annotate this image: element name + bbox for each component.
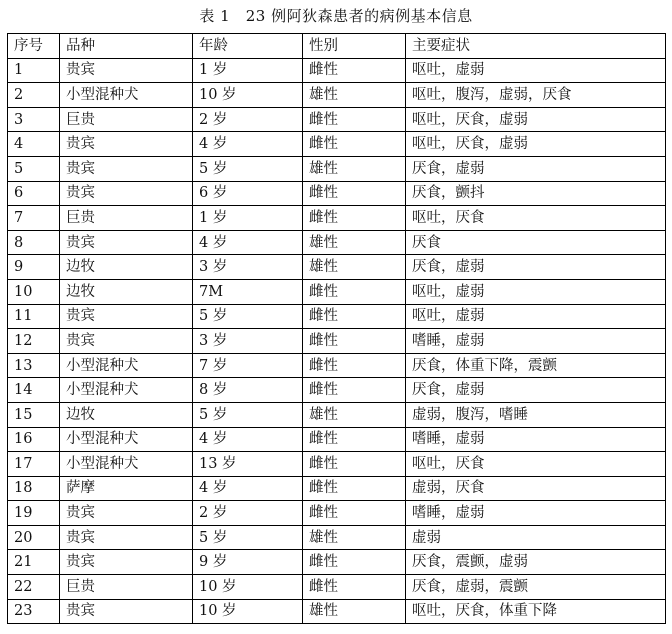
cell-number: 21: [8, 550, 60, 575]
cell-number: 14: [8, 378, 60, 403]
cell-symptoms: 厌食，虚弱，震颤: [406, 575, 666, 600]
table-row: [8, 378, 666, 403]
cell-symptoms: 呕吐，厌食，虚弱: [406, 132, 666, 157]
cell-symptoms: 呕吐，虚弱: [406, 304, 666, 329]
cell-symptoms: 厌食，体重下降，震颤: [406, 353, 666, 378]
cell-sex: 雌性: [303, 452, 406, 477]
header-cell-sex: 性别: [303, 34, 406, 59]
cell-sex: 雌性: [303, 378, 406, 403]
header-row: [8, 34, 666, 59]
cell-symptoms: 厌食，虚弱: [406, 156, 666, 181]
cell-breed: 贵宾: [60, 329, 193, 354]
cell-symptoms: 呕吐，厌食: [406, 452, 666, 477]
cell-age: 10 岁: [193, 575, 303, 600]
table-row: [8, 132, 666, 157]
cell-symptoms: 厌食，虚弱: [406, 378, 666, 403]
table-row: [8, 599, 666, 624]
cell-age: 5 岁: [193, 304, 303, 329]
cell-sex: 雄性: [303, 599, 406, 624]
table-row: [8, 452, 666, 477]
table-row: [8, 525, 666, 550]
cell-sex: 雌性: [303, 107, 406, 132]
table-row: [8, 279, 666, 304]
cell-age: 7 岁: [193, 353, 303, 378]
cell-sex: 雌性: [303, 329, 406, 354]
cell-symptoms: 厌食，虚弱: [406, 255, 666, 280]
cell-age: 4 岁: [193, 230, 303, 255]
table-body: [8, 58, 666, 624]
cell-number: 2: [8, 83, 60, 108]
cell-age: 5 岁: [193, 402, 303, 427]
cell-age: 4 岁: [193, 427, 303, 452]
cell-number: 3: [8, 107, 60, 132]
cell-number: 18: [8, 476, 60, 501]
cell-breed: 贵宾: [60, 304, 193, 329]
cell-symptoms: 虚弱: [406, 525, 666, 550]
table-row: [8, 181, 666, 206]
cell-sex: 雌性: [303, 132, 406, 157]
cell-symptoms: 呕吐，虚弱: [406, 279, 666, 304]
cell-sex: 雌性: [303, 476, 406, 501]
cell-age: 8 岁: [193, 378, 303, 403]
cell-number: 13: [8, 353, 60, 378]
table-row: [8, 353, 666, 378]
cell-sex: 雌性: [303, 550, 406, 575]
cell-number: 4: [8, 132, 60, 157]
cell-age: 13 岁: [193, 452, 303, 477]
cell-symptoms: 呕吐，虚弱: [406, 58, 666, 83]
cell-symptoms: 嗜睡，虚弱: [406, 501, 666, 526]
cell-sex: 雌性: [303, 501, 406, 526]
cell-symptoms: 厌食: [406, 230, 666, 255]
cell-age: 5 岁: [193, 525, 303, 550]
cell-breed: 贵宾: [60, 599, 193, 624]
cell-sex: 雌性: [303, 575, 406, 600]
cell-symptoms: 厌食，震颤，虚弱: [406, 550, 666, 575]
table-row: [8, 402, 666, 427]
table-row: [8, 476, 666, 501]
table-row: [8, 427, 666, 452]
cell-breed: 边牧: [60, 279, 193, 304]
cell-symptoms: 虚弱，腹泻，嗜睡: [406, 402, 666, 427]
cell-age: 9 岁: [193, 550, 303, 575]
cell-breed: 小型混种犬: [60, 83, 193, 108]
table-row: [8, 255, 666, 280]
cell-age: 7M: [193, 279, 303, 304]
cell-number: 23: [8, 599, 60, 624]
table-row: [8, 304, 666, 329]
cell-breed: 小型混种犬: [60, 427, 193, 452]
cell-sex: 雄性: [303, 83, 406, 108]
header-cell-breed: 品种: [60, 34, 193, 59]
table-row: [8, 83, 666, 108]
cell-symptoms: 嗜睡，虚弱: [406, 329, 666, 354]
cell-number: 10: [8, 279, 60, 304]
cell-symptoms: 嗜睡，虚弱: [406, 427, 666, 452]
cell-breed: 贵宾: [60, 525, 193, 550]
cell-breed: 贵宾: [60, 550, 193, 575]
cell-number: 17: [8, 452, 60, 477]
cell-number: 7: [8, 206, 60, 231]
table-row: [8, 501, 666, 526]
cell-sex: 雌性: [303, 353, 406, 378]
cell-number: 16: [8, 427, 60, 452]
cell-sex: 雌性: [303, 304, 406, 329]
cell-age: 1 岁: [193, 206, 303, 231]
cell-number: 11: [8, 304, 60, 329]
cell-sex: 雌性: [303, 206, 406, 231]
cell-age: 1 岁: [193, 58, 303, 83]
cell-age: 4 岁: [193, 476, 303, 501]
case-info-table: [7, 33, 666, 624]
cell-age: 10 岁: [193, 599, 303, 624]
cell-age: 3 岁: [193, 329, 303, 354]
cell-breed: 小型混种犬: [60, 452, 193, 477]
cell-breed: 巨贵: [60, 575, 193, 600]
cell-number: 22: [8, 575, 60, 600]
cell-number: 19: [8, 501, 60, 526]
cell-age: 10 岁: [193, 83, 303, 108]
header-cell-age: 年龄: [193, 34, 303, 59]
cell-sex: 雌性: [303, 58, 406, 83]
table-row: [8, 156, 666, 181]
cell-sex: 雄性: [303, 525, 406, 550]
cell-breed: 贵宾: [60, 230, 193, 255]
header-cell-symptoms: 主要症状: [406, 34, 666, 59]
cell-number: 1: [8, 58, 60, 83]
cell-symptoms: 呕吐，厌食，体重下降: [406, 599, 666, 624]
table-row: [8, 329, 666, 354]
table-caption: 表 1 23 例阿狄森患者的病例基本信息: [199, 7, 473, 25]
cell-breed: 边牧: [60, 402, 193, 427]
cell-breed: 巨贵: [60, 107, 193, 132]
table-row: [8, 550, 666, 575]
cell-number: 5: [8, 156, 60, 181]
cell-sex: 雄性: [303, 402, 406, 427]
table-row: [8, 58, 666, 83]
cell-number: 6: [8, 181, 60, 206]
cell-number: 8: [8, 230, 60, 255]
cell-age: 5 岁: [193, 156, 303, 181]
header-cell-number: 序号: [8, 34, 60, 59]
cell-breed: 萨摩: [60, 476, 193, 501]
cell-symptoms: 虚弱，厌食: [406, 476, 666, 501]
table-row: [8, 575, 666, 600]
cell-age: 2 岁: [193, 501, 303, 526]
table-row: [8, 107, 666, 132]
cell-number: 9: [8, 255, 60, 280]
table-row: [8, 230, 666, 255]
cell-symptoms: 呕吐，腹泻，虚弱，厌食: [406, 83, 666, 108]
cell-symptoms: 厌食，颤抖: [406, 181, 666, 206]
cell-number: 20: [8, 525, 60, 550]
cell-age: 2 岁: [193, 107, 303, 132]
cell-age: 4 岁: [193, 132, 303, 157]
table-header: [8, 34, 666, 59]
cell-age: 6 岁: [193, 181, 303, 206]
cell-sex: 雄性: [303, 230, 406, 255]
cell-sex: 雄性: [303, 255, 406, 280]
cell-breed: 贵宾: [60, 156, 193, 181]
cell-symptoms: 呕吐，厌食: [406, 206, 666, 231]
cell-breed: 边牧: [60, 255, 193, 280]
cell-number: 15: [8, 402, 60, 427]
cell-sex: 雌性: [303, 181, 406, 206]
cell-sex: 雄性: [303, 156, 406, 181]
cell-breed: 小型混种犬: [60, 378, 193, 403]
cell-breed: 贵宾: [60, 132, 193, 157]
cell-sex: 雌性: [303, 427, 406, 452]
cell-number: 12: [8, 329, 60, 354]
cell-breed: 巨贵: [60, 206, 193, 231]
cell-breed: 贵宾: [60, 58, 193, 83]
cell-breed: 贵宾: [60, 181, 193, 206]
cell-age: 3 岁: [193, 255, 303, 280]
cell-breed: 贵宾: [60, 501, 193, 526]
cell-sex: 雌性: [303, 279, 406, 304]
table-row: [8, 206, 666, 231]
cell-breed: 小型混种犬: [60, 353, 193, 378]
cell-symptoms: 呕吐，厌食，虚弱: [406, 107, 666, 132]
